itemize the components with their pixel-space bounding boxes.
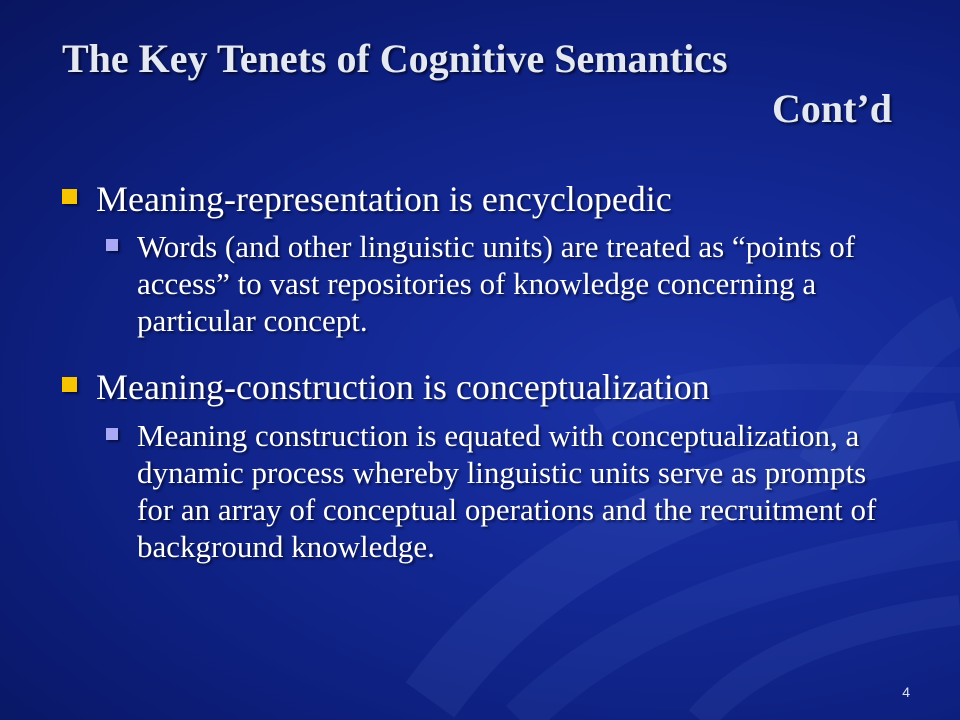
sub-bullet-item-meaning-construction [106, 417, 896, 565]
page-number: 4 [902, 684, 910, 700]
bullet-item-encyclopedic [62, 178, 902, 220]
slide-title-line-2: Cont’d [771, 86, 892, 131]
bullet-item-conceptualization [62, 366, 902, 408]
sub-bullet-text: Words (and other linguistic units) are treated as “points of access” to vast repositories of knowledge concerning a particular concept. [137, 229, 856, 338]
bullet-text: Meaning-representation is encyclopedic [96, 179, 672, 219]
slide-title-line-1: The Key Tenets of Cognitive Semantics [62, 36, 728, 81]
square-bullet-icon [62, 189, 77, 204]
sub-bullet-text: Meaning construction is equated with conceptualization, a dynamic process whereby linguistic units serve as prompts for an array of conceptual operations and the recruitment of background knowledge. [137, 418, 877, 564]
bullet-text: Meaning-construction is conceptualization [96, 367, 710, 407]
square-bullet-icon [106, 239, 118, 251]
sub-bullet-item-points-of-access [106, 228, 896, 339]
square-bullet-icon [62, 377, 77, 392]
square-bullet-icon [106, 428, 118, 440]
